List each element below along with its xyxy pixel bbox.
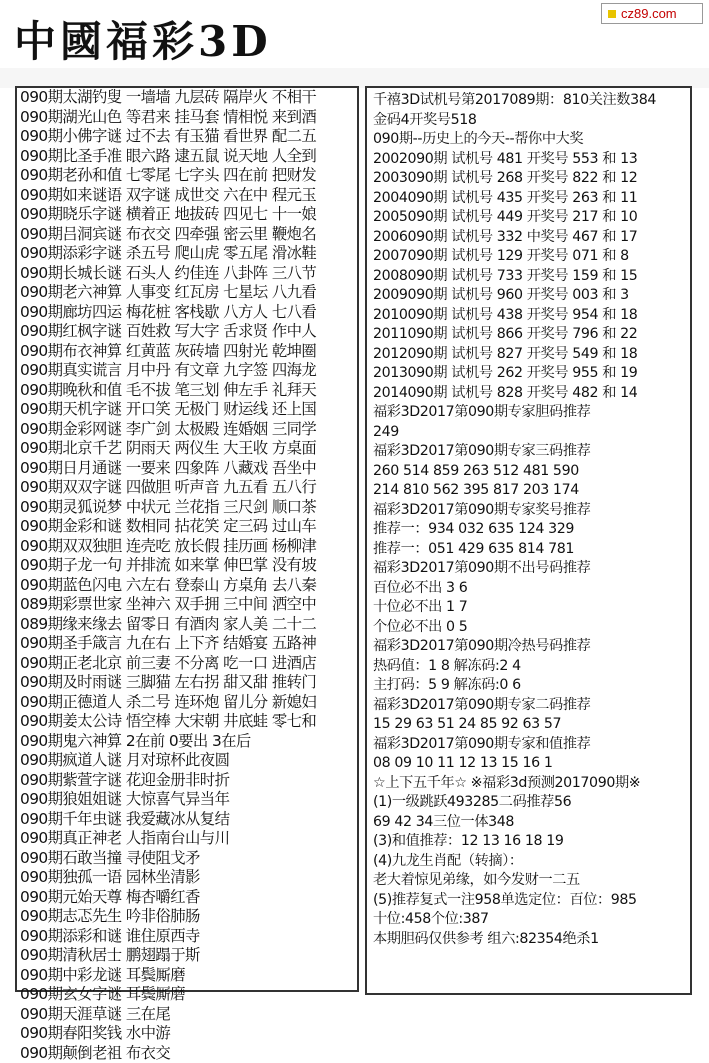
prediction-line: 2011090期 试机号 866 开奖号 796 和 22 bbox=[367, 325, 690, 345]
prediction-line: 249 bbox=[367, 423, 690, 443]
prediction-panel bbox=[365, 86, 692, 995]
riddle-row: 090期北京千艺 阴雨天 两仪生 大王收 方桌面 bbox=[17, 439, 357, 459]
prediction-line: 老大着惊见弟缘，如今发财一二五 bbox=[367, 871, 690, 891]
prediction-line: 260 514 859 263 512 481 590 bbox=[367, 462, 690, 482]
riddle-row: 090期添彩字谜 杀五号 爬山虎 零五尾 滑冰鞋 bbox=[17, 244, 357, 264]
prediction-line: 2010090期 试机号 438 开奖号 954 和 18 bbox=[367, 306, 690, 326]
riddle-row: 090期晚秋和值 毛不拔 笔三划 伸左手 礼拜天 bbox=[17, 381, 357, 401]
riddle-row: 090期灵狐说梦 中状元 兰花指 三尺剑 顺口茶 bbox=[17, 498, 357, 518]
prediction-line: 福彩3D2017第090期专家胆码推荐 bbox=[367, 403, 690, 423]
app-logo: 中國福彩3D bbox=[14, 18, 272, 66]
riddle-row: 090期红枫字谜 百姓救 写大字 舌求贤 作中人 bbox=[17, 322, 357, 342]
riddle-row: 090期天涯草谜 三在尾 bbox=[17, 1005, 357, 1025]
riddle-row: 090期子龙一句 并排流 如来掌 伸巴掌 没有坡 bbox=[17, 556, 357, 576]
prediction-line: ☆上下五千年☆ ※福彩3d预测2017090期※ bbox=[367, 774, 690, 794]
riddle-row: 090期正德道人 杀二号 连环炮 留儿分 新媳妇 bbox=[17, 693, 357, 713]
prediction-list bbox=[367, 88, 690, 949]
riddle-row: 090期添彩和谜 谁住原西寺 bbox=[17, 927, 357, 947]
riddle-row: 090期圣手箴言 九在右 上下齐 结婚宴 五路神 bbox=[17, 634, 357, 654]
site-badge-text: cz89.com bbox=[621, 6, 677, 21]
prediction-line: 福彩3D2017第090期专家奖号推荐 bbox=[367, 501, 690, 521]
riddle-row: 090期太湖钓叟 一墙墙 九层砖 隔岸火 不相干 bbox=[17, 88, 357, 108]
prediction-line: (4)九龙生肖配（转摘）： bbox=[367, 852, 690, 872]
prediction-line: 15 29 63 51 24 85 92 63 57 bbox=[367, 715, 690, 735]
riddle-row: 090期姜太公诗 悟空棒 大宋朝 井底蛙 零七和 bbox=[17, 712, 357, 732]
riddle-row: 090期晓乐字谜 横着正 地拔砖 四见七 十一娘 bbox=[17, 205, 357, 225]
riddle-row: 090期如来谜语 双字谜 成世交 六在中 程元玉 bbox=[17, 186, 357, 206]
riddle-row: 090期小佛字谜 过不去 有玉猫 看世界 配二五 bbox=[17, 127, 357, 147]
riddle-row: 090期日月通谜 一要来 四象阵 八藏戏 吾坐中 bbox=[17, 459, 357, 479]
prediction-line: 214 810 562 395 817 203 174 bbox=[367, 481, 690, 501]
riddle-row: 090期吕洞宾谜 布衣交 四牵强 密云里 鞭炮名 bbox=[17, 225, 357, 245]
prediction-line: 本期胆码仅供参考 组六:82354绝杀1 bbox=[367, 930, 690, 950]
prediction-line: 2005090期 试机号 449 开奖号 217 和 10 bbox=[367, 208, 690, 228]
riddle-row: 090期布衣神算 红黄蓝 灰砖墙 四射光 乾坤圈 bbox=[17, 342, 357, 362]
riddle-row: 090期千年虫谜 我爱藏冰从复结 bbox=[17, 810, 357, 830]
prediction-line: 2009090期 试机号 960 开奖号 003 和 3 bbox=[367, 286, 690, 306]
prediction-line: 主打码：5 9 解冻码:0 6 bbox=[367, 676, 690, 696]
riddle-row: 090期湖光山色 等君来 挂马套 情相悦 来到酒 bbox=[17, 108, 357, 128]
prediction-line: 2003090期 试机号 268 开奖号 822 和 12 bbox=[367, 169, 690, 189]
riddle-row: 090期蓝色闪电 六左右 登泰山 方桌角 去八秦 bbox=[17, 576, 357, 596]
riddle-row: 090期颠倒老祖 布衣交 bbox=[17, 1044, 357, 1063]
riddle-row: 090期比圣手准 眼六路 逮五鼠 说天地 人全到 bbox=[17, 147, 357, 167]
riddle-row: 090期鬼六神算 2在前 0要出 3在后 bbox=[17, 732, 357, 752]
prediction-line: 福彩3D2017第090期冷热号码推荐 bbox=[367, 637, 690, 657]
prediction-line: 2004090期 试机号 435 开奖号 263 和 11 bbox=[367, 189, 690, 209]
riddle-row: 090期清秋居士 鹏翅蹋于斯 bbox=[17, 946, 357, 966]
riddle-row: 090期玄女字谜 耳鬓厮磨 bbox=[17, 985, 357, 1005]
riddle-list bbox=[17, 88, 357, 1063]
riddle-row: 090期金彩和谜 数相同 拈花笑 定三码 过山车 bbox=[17, 517, 357, 537]
riddle-row: 090期中彩龙谜 耳鬓厮磨 bbox=[17, 966, 357, 986]
riddle-row: 089期彩票世家 坐神六 双手拥 三中间 洒空中 bbox=[17, 595, 357, 615]
riddle-row: 090期元始天尊 梅杏嚼红香 bbox=[17, 888, 357, 908]
prediction-line: 2008090期 试机号 733 开奖号 159 和 15 bbox=[367, 267, 690, 287]
riddle-row: 090期志忑先生 吟非俗肺肠 bbox=[17, 907, 357, 927]
prediction-line: 推荐一：934 032 635 124 329 bbox=[367, 520, 690, 540]
prediction-line: 个位必不出 0 5 bbox=[367, 618, 690, 638]
riddle-row: 090期紫萱字谜 花迎金册非时折 bbox=[17, 771, 357, 791]
header-band bbox=[0, 68, 709, 88]
prediction-line: 08 09 10 11 12 13 15 16 1 bbox=[367, 754, 690, 774]
prediction-line: 十位:458个位:387 bbox=[367, 910, 690, 930]
riddle-row: 090期天机字谜 开口笑 无极门 财运线 还上国 bbox=[17, 400, 357, 420]
prediction-line: 2007090期 试机号 129 开奖号 071 和 8 bbox=[367, 247, 690, 267]
riddle-row: 090期春阳奖钱 水中游 bbox=[17, 1024, 357, 1044]
riddle-row: 090期老孙和值 七零尾 七字头 四在前 把财发 bbox=[17, 166, 357, 186]
prediction-line: 2013090期 试机号 262 开奖号 955 和 19 bbox=[367, 364, 690, 384]
prediction-line: 金码4开奖号518 bbox=[367, 111, 690, 131]
riddle-row: 090期石敢当撞 寻使阻戈矛 bbox=[17, 849, 357, 869]
riddle-row: 090期正老北京 前三妻 不分离 吃一口 进酒店 bbox=[17, 654, 357, 674]
prediction-line: (5)推荐复式一注958单选定位：百位：985 bbox=[367, 891, 690, 911]
prediction-line: 十位必不出 1 7 bbox=[367, 598, 690, 618]
prediction-line: 百位必不出 3 6 bbox=[367, 579, 690, 599]
prediction-line: 2006090期 试机号 332 中奖号 467 和 17 bbox=[367, 228, 690, 248]
prediction-line: 2014090期 试机号 828 开奖号 482 和 14 bbox=[367, 384, 690, 404]
riddle-row: 090期双双独胆 连壳吃 放长假 挂历画 杨柳津 bbox=[17, 537, 357, 557]
prediction-line: (1)一级跳跃493285二码推荐56 bbox=[367, 793, 690, 813]
riddle-row: 090期疯道人谜 月对琼杯此夜圆 bbox=[17, 751, 357, 771]
prediction-line: 090期--历史上的今天--帮你中大奖 bbox=[367, 130, 690, 150]
prediction-line: 福彩3D2017第090期不出号码推荐 bbox=[367, 559, 690, 579]
prediction-line: 69 42 34三位一体348 bbox=[367, 813, 690, 833]
prediction-line: 2002090期 试机号 481 开奖号 553 和 13 bbox=[367, 150, 690, 170]
riddle-row: 090期真正神老 人指南台山与川 bbox=[17, 829, 357, 849]
site-badge[interactable] bbox=[601, 3, 703, 24]
prediction-line: 2012090期 试机号 827 开奖号 549 和 18 bbox=[367, 345, 690, 365]
riddle-list-panel bbox=[15, 86, 359, 992]
riddle-row: 089期缘来缘去 留零日 有酒肉 家人美 二十二 bbox=[17, 615, 357, 635]
prediction-line: 千禧3D试机号第2017089期：810关注数384 bbox=[367, 91, 690, 111]
riddle-row: 090期及时雨谜 三脚猫 左右拐 甜又甜 推转门 bbox=[17, 673, 357, 693]
prediction-line: 福彩3D2017第090期专家二码推荐 bbox=[367, 696, 690, 716]
riddle-row: 090期金彩网谜 李广剑 太极殿 连婚姻 三同学 bbox=[17, 420, 357, 440]
riddle-row: 090期长城长谜 石头人 约佳连 八卦阵 三八节 bbox=[17, 264, 357, 284]
riddle-row: 090期独孤一语 园林坐清影 bbox=[17, 868, 357, 888]
riddle-row: 090期老六神算 人事变 红瓦房 七星坛 八九看 bbox=[17, 283, 357, 303]
riddle-row: 090期狼姐姐谜 大惊喜气异当年 bbox=[17, 790, 357, 810]
riddle-row: 090期真实谎言 月中丹 有文章 九字签 四海龙 bbox=[17, 361, 357, 381]
prediction-line: (3)和值推荐：12 13 16 18 19 bbox=[367, 832, 690, 852]
prediction-line: 福彩3D2017第090期专家三码推荐 bbox=[367, 442, 690, 462]
prediction-line: 热码值：1 8 解冻码:2 4 bbox=[367, 657, 690, 677]
riddle-row: 090期廊坊四运 梅花桩 客栈歇 八方人 七八看 bbox=[17, 303, 357, 323]
prediction-line: 福彩3D2017第090期专家和值推荐 bbox=[367, 735, 690, 755]
riddle-row: 090期双双字谜 四做胆 听声音 九五看 五八行 bbox=[17, 478, 357, 498]
prediction-line: 推荐一：051 429 635 814 781 bbox=[367, 540, 690, 560]
badge-square-icon bbox=[608, 10, 616, 18]
